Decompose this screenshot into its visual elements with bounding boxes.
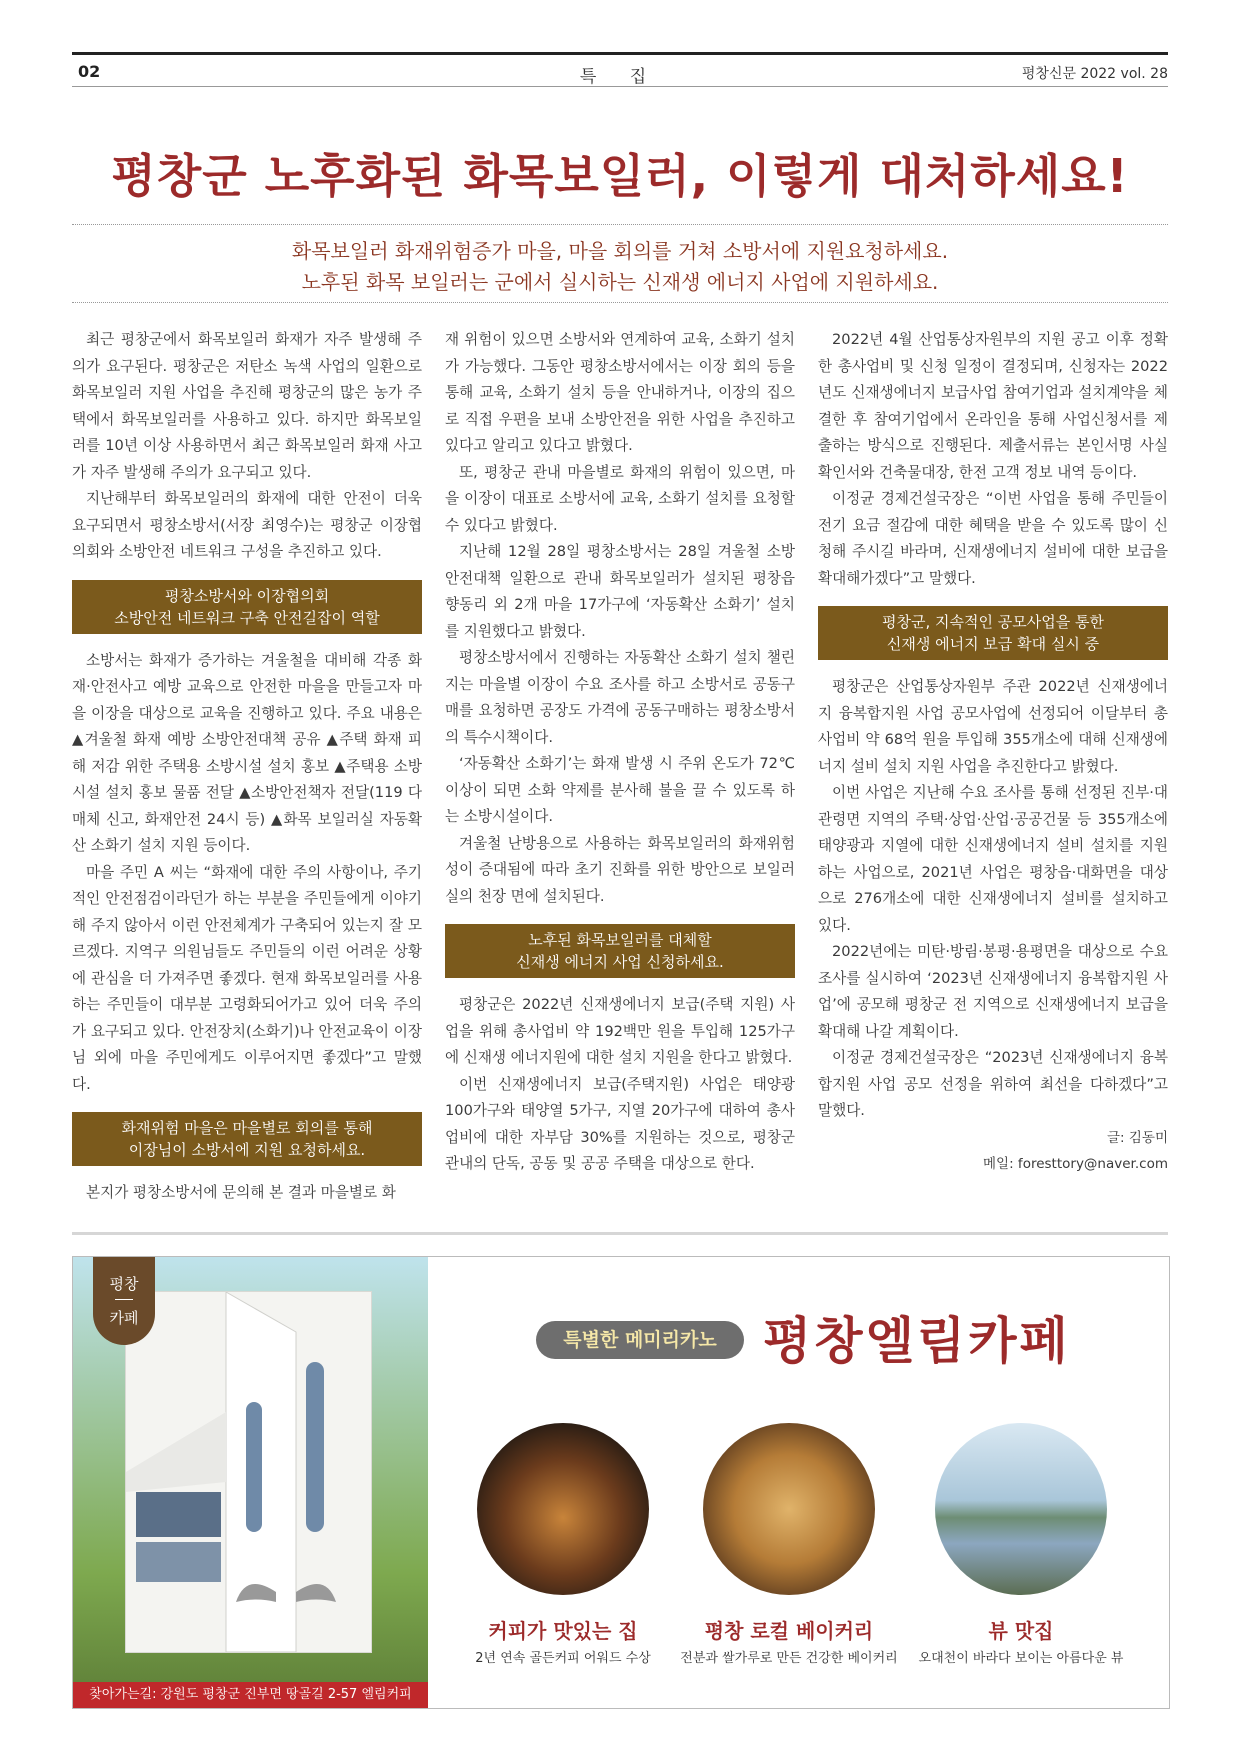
section-heading-box: [445, 924, 795, 978]
directions-caption: 찾아가는길: 강원도 평창군 진부면 땅골길 2-57 엘림커피: [73, 1682, 428, 1708]
header-rule: [72, 52, 1168, 55]
issue-info: 평창신문 2022 vol. 28: [1021, 66, 1168, 82]
building-shape: [125, 1291, 372, 1653]
paragraph: 2022년에는 미탄·방림·봉평·용평면을 대상으로 수요 조사를 실시하여 ‘2023년 신재생에너지 융복합지원 사업’에 공모해 평창군 전 지역으로 신재생에너지 보급을 확대해 나갈 계획이다.: [818, 943, 1168, 1040]
article-column-3: [818, 327, 1168, 1178]
heading-line: 평창소방서와 이장협의회: [164, 586, 330, 605]
heading-line: 화재위험 마을은 마을별로 회의를 통해: [121, 1119, 373, 1137]
paragraph: 마을 주민 A 씨는 “화재에 대한 주의 사항이나, 주기적인 안전점검이라던가 하는 부분을 주민들에게 이야기해 주지 않아서 이런 안전체계가 구축되어 있는지 잘 모르겠다. 지역구 의원님들도 주민들의 이런 어려운 상황에 관심을 더 가져주면 좋겠다. 현재 화목보일러를 사용하는 주민들이 대부분 고령화되어가고 있어 더욱 주의가 요구되고 있다. 안전장치(소화기)나 안전교육이 이장님 외에 마을 주민에게도 이루어지면 좋겠다”고 말했다.: [72, 863, 422, 1093]
feature-title: 평창 로컬 베이커리: [704, 1619, 874, 1643]
paragraph: 재 위험이 있으면 소방서와 연계하여 교육, 소화기 설치가 가능했다. 그동안 평창소방서에서는 이장 회의 등을 통해 교육, 소화기 설치 등을 안내하거나, 이장의 집으로 직접 우편을 보내 소방안전을 위한 사업을 추진하고 있다고 알리고 있다고 밝혔다.: [445, 331, 795, 454]
badge-line: [115, 1299, 133, 1300]
heading-line: 노후된 화목보일러를 대체할: [528, 931, 712, 949]
page-header: [72, 60, 1168, 87]
section-heading-box: [72, 1112, 422, 1166]
badge-text-bottom: 카페: [109, 1309, 139, 1327]
paragraph: 2022년 4월 산업통상자원부의 지원 공고 이후 정확한 총사업비 및 신청 일정이 결정되며, 신청자는 2022년도 신재생에너지 보급사업 참여기업과 설치계약을 체결한 후 참여기업에서 온라인을 통해 사업신청서를 제출하는 방식으로 진행된다. 제출서류는 본인서명 사실 확인서와 건축물대장, 한전 고객 정보 내역 등이다.: [818, 331, 1168, 481]
paragraph: 이정균 경제건설국장은 “2023년 신재생에너지 융복합지원 사업 공모 선정을 위하여 최선을 다하겠다”고 말했다.: [818, 1049, 1168, 1119]
paragraph: 평창군은 산업통상자원부 주관 2022년 신재생에너지 융복합지원 사업 공모사업에 선정되어 이달부터 총사업비 약 68억 원을 투입해 355개소에 대해 신재생에너지 설비 설치 지원 사업을 추진한다고 밝혔다.: [818, 678, 1168, 775]
page-number: 02: [78, 62, 101, 81]
paragraph: 이정균 경제건설국장은 “이번 사업을 통해 주민들이 전기 요금 절감에 대한 혜택을 받을 수 있도록 많이 신청해 주시길 바라며, 신재생에너지 설비에 대한 보급을 확대해가겠다”고 말했다.: [818, 490, 1168, 587]
heading-line: 이장님이 소방서에 지원 요청하세요.: [128, 1141, 366, 1159]
coffee-photo: [477, 1423, 649, 1595]
subtitle-line-2: 노후된 화목 보일러는 군에서 실시하는 신재생 에너지 사업에 지원하세요.: [301, 270, 939, 294]
paragraph: 평창군은 2022년 신재생에너지 보급(주택 지원) 사업을 위해 총사업비 약 192백만 원을 투입해 125가구에 신재생 에너지원에 대한 설치 지원을 한다고 밝혔다.: [445, 996, 795, 1066]
paragraph: 본지가 평창소방서에 문의해 본 결과 마을별로 화: [86, 1184, 396, 1201]
paragraph: ‘자동확산 소화기’는 화재 발생 시 주위 온도가 72℃ 이상이 되면 소화 약제를 분사해 불을 끌 수 있도록 하는 소방시설이다.: [445, 755, 795, 825]
building-illustration: [126, 1292, 371, 1652]
section-name: 특 집: [579, 67, 661, 87]
feature-title: 커피가 맛있는 집: [488, 1619, 638, 1643]
cafe-badge: [93, 1257, 155, 1345]
cafe-advertisement: [72, 1256, 1170, 1709]
section-heading-box: [72, 580, 422, 634]
dotted-divider: [72, 302, 1168, 303]
cafe-building-photo: [73, 1257, 428, 1708]
bakery-photo: [703, 1423, 875, 1595]
badge-text-top: 평창: [109, 1275, 139, 1293]
feature-title: 뷰 맛집: [988, 1619, 1054, 1643]
cafe-name: 평창엘림카페: [763, 1311, 1071, 1370]
feature-desc: 전분과 쌀가루로 만든 건강한 베이커리: [680, 1651, 898, 1666]
header-thin-rule: [72, 86, 1168, 87]
article-column-2: [445, 327, 795, 1178]
heading-line: 신재생 에너지 사업 신청하세요.: [516, 953, 724, 971]
paragraph: 겨울철 난방용으로 사용하는 화목보일러의 화재위험성이 증대됨에 따라 초기 진화를 위한 방안으로 보일러실의 천장 면에 설치된다.: [445, 834, 795, 905]
paragraph: 또, 평창군 관내 마을별로 화재의 위험이 있으면, 마을 이장이 대표로 소방서에 교육, 소화기 설치를 요청할 수 있다고 밝혔다.: [445, 463, 795, 534]
paragraph: 지난해 12월 28일 평창소방서는 28일 겨울철 소방안전대책 일환으로 관내 화목보일러가 설치된 평창읍 향동리 외 2개 마을 17가구에 ‘자동확산 소화기’ 설치를 지원했다고 밝혔다.: [445, 543, 795, 640]
river-view-photo: [935, 1423, 1107, 1595]
section-heading-box: [818, 606, 1168, 660]
heading-line: 평창군, 지속적인 공모사업을 통한: [882, 613, 1104, 631]
paragraph: 이번 사업은 지난해 수요 조사를 통해 선정된 진부·대관령면 지역의 주택·상업·산업·공공건물 등 355개소에 태양광과 지열에 대한 신재생에너지 설비 설치를 지원하는 사업으로, 2021년 사업은 평창읍·대화면을 대상으로 276개소에 대한 신재생에너지 설비를 설치하고 있다.: [818, 784, 1168, 934]
author-credit: 글: 김동미: [1106, 1129, 1168, 1146]
paragraph: 지난해부터 화목보일러의 화재에 대한 안전이 더욱 요구되면서 평창소방서(서장 최영수)는 평창군 이장협의회와 소방안전 네트워크 구성을 추진하고 있다.: [72, 490, 422, 560]
promo-pill: 특별한 메미리카노: [536, 1321, 744, 1359]
dotted-divider: [72, 224, 1168, 225]
ad-divider: [72, 1232, 1168, 1235]
feature-desc: 오대천이 바라다 보이는 아름다운 뷰: [918, 1651, 1124, 1666]
paragraph: 이번 신재생에너지 보급(주택지원) 사업은 태양광 100가구와 태양열 5가구, 지열 20가구에 대하여 총사업비에 대한 자부담 30%를 지원하는 것으로, 평창군 관내의 단독, 공동 및 공공 주택을 대상으로 한다.: [445, 1075, 795, 1172]
heading-line: 신재생 에너지 보급 확대 실시 중: [886, 635, 1100, 653]
paragraph: 평창소방서에서 진행하는 자동확산 소화기 설치 챌린지는 마을별 이장이 수요 조사를 하고 소방서로 공동구매를 요청하면 공장도 가격에 공동구매하는 평창소방서의 특수시책이다.: [445, 649, 795, 746]
article-title: 평창군 노후화된 화목보일러, 이렇게 대처하세요!: [111, 149, 1129, 203]
paragraph: 최근 평창군에서 화목보일러 화재가 자주 발생해 주의가 요구된다. 평창군은 저탄소 녹색 사업의 일환으로 화목보일러 지원 사업을 추진해 평창군의 많은 농가 주택에서 화목보일러를 사용하고 있다. 하지만 화목보일러를 10년 이상 사용하면서 최근 화목보일러 화재 사고가 자주 발생해 주의가 요구되고 있다.: [72, 331, 422, 481]
paragraph: 소방서는 화재가 증가하는 겨울철을 대비해 각종 화재·안전사고 예방 교육으로 안전한 마을을 만들고자 마을 이장을 대상으로 교육을 진행하고 있다. 주요 내용은 ▲겨울철 화재 예방 소방안전대책 공유 ▲주택 화재 피해 저감 위한 주택용 소방시설 설치 홍보 ▲주택용 소방시설 설치 홍보 물품 전달 ▲소방안전책자 전달(119 다매체 신고, 화재안전 24시 등) ▲화목 보일러실 자동확산 소화기 설치 지원 등이다.: [72, 651, 422, 854]
feature-desc: 2년 연속 골든커피 어워드 수상: [475, 1651, 651, 1666]
article-subtitle: [72, 236, 1168, 298]
heading-line: 소방안전 네트워크 구축 안전길잡이 역할: [114, 608, 380, 627]
author-email: 메일: foresttory@naver.com: [983, 1156, 1168, 1172]
subtitle-line-1: 화목보일러 화재위험증가 마을, 마을 회의를 거쳐 소방서에 지원요청하세요.: [291, 239, 949, 263]
article-column-1: [72, 327, 422, 1207]
